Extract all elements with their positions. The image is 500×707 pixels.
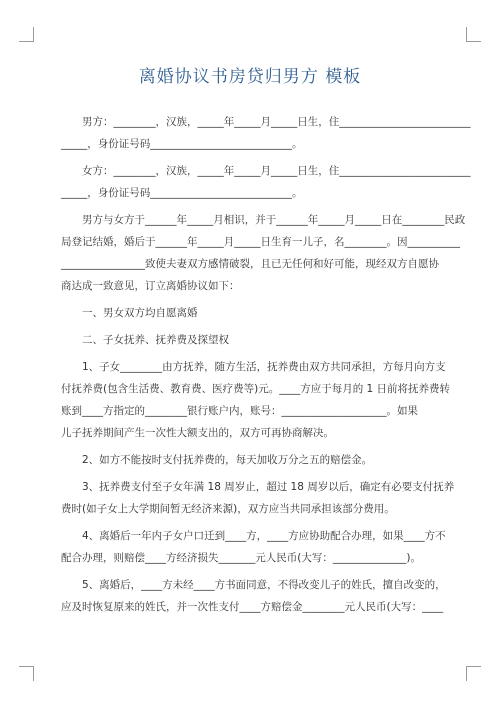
section-heading-1: 一、男女双方均自愿离婚 <box>82 307 198 319</box>
clause-2: 2、如方不能按时支付抚养费的，每天加收万分之五的赔偿金。 <box>82 454 373 466</box>
male-party-line-2: _____，身份证号码___________________________。 <box>61 138 303 150</box>
intro-paragraph-line-3: ________________致使夫妻双方感情破裂，且已无任何和好可能，现经双方自愿协 <box>61 258 439 270</box>
document-body <box>61 111 471 618</box>
clause-4-line-1: 4、离婚后一年内子女户口迁到____方，____方应协助配合办理，如果____方不 <box>82 530 446 542</box>
document-title: 离婚协议书房贷归男方 模板 <box>138 67 362 87</box>
clause-3-line-2: 费时(如子女上大学期间暂无经济来源)，双方应当共同承担该部分费用。 <box>61 503 395 515</box>
intro-paragraph-line-4: 商达成一致意见，订立离婚协议如下： <box>61 280 240 292</box>
corner-mark-top-left <box>19 27 34 42</box>
clause-1-line-4: 儿子抚养期间产生一次性大额支出的，双方可再协商解决。 <box>61 427 334 439</box>
clause-1-line-1: 1、子女________由方抚养，随方生活，抚养费由双方共同承担，方每月向方支 <box>82 361 446 373</box>
corner-mark-bottom-left <box>19 666 34 681</box>
clause-1-line-2: 付抚养费(包含生活费、教育费、医疗费等)元。____方应于每月的 1 日前将抚养费转 <box>61 383 451 395</box>
clause-5-line-1: 5、离婚后，____方未经____方书面同意，不得改变儿子的姓氏，擅自改变的， <box>82 579 446 591</box>
clause-1-line-3: 账到____方指定的________银行账户内，账号：____________________。如果 <box>61 405 418 417</box>
female-party-line-1: 女方：________，汉族，_____年_____月_____日生，住_________________________ <box>82 165 471 177</box>
female-party-line-2: _____，身份证号码___________________________。 <box>61 187 303 199</box>
section-heading-2: 二、子女抚养、抚养费及探望权 <box>82 334 229 346</box>
intro-paragraph-line-1: 男方与女方于______年_____月相识，并于______年_____月_____日在________民政 <box>82 214 466 226</box>
clause-3-line-1: 3、抚养费支付至子女年满 18 周岁止，超过 18 周岁以后，确定有必要支付抚养 <box>82 481 455 493</box>
corner-mark-bottom-right <box>466 666 481 681</box>
male-party-line-1: 男方：________，汉族，_____年_____月_____日生，住_________________________ <box>82 116 471 128</box>
corner-mark-top-right <box>466 27 481 42</box>
clause-4-line-2: 配合办理，则赔偿____方经济损失_______元人民币(大写：______________)。 <box>61 552 421 564</box>
intro-paragraph-line-2: 局登记结婚，婚后于______年_____月_____日生育一儿子，名________。因__________ <box>61 236 460 248</box>
clause-5-line-2: 应及时恢复原来的姓氏，并一次性支付____方赔偿金________元人民币(大写：____ <box>61 601 444 613</box>
